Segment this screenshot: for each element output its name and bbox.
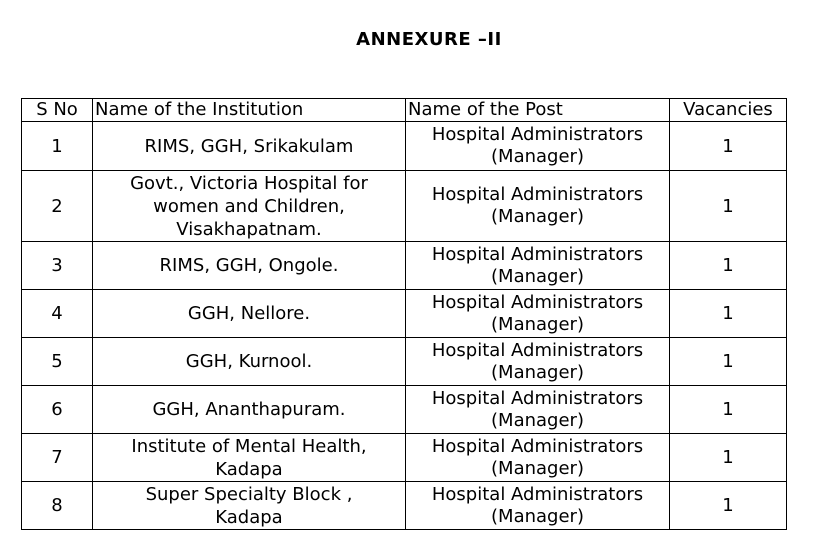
post-line: Hospital Administrators: [431, 339, 644, 361]
cell-institution: [93, 482, 406, 530]
post-line: (Manager): [491, 206, 584, 227]
table-row: [22, 171, 787, 242]
post-line: Hospital Administrators: [431, 291, 644, 313]
institution-line: Govt., Victoria Hospital for: [130, 172, 368, 194]
header-sno: S No: [22, 99, 93, 122]
post-line: Hospital Administrators: [431, 435, 644, 457]
institution-line: GGH, Nellore.: [187, 303, 311, 324]
cell-vacancies: 1: [670, 482, 787, 530]
header-vacancies: Vacancies: [670, 99, 787, 122]
cell-post: [406, 386, 670, 434]
table-row: [22, 482, 787, 530]
cell-post: [406, 338, 670, 386]
cell-institution: [93, 290, 406, 338]
cell-vacancies: 1: [670, 242, 787, 290]
cell-vacancies: 1: [670, 434, 787, 482]
cell-post: [406, 434, 670, 482]
table-row: [22, 290, 787, 338]
post-line: (Manager): [491, 265, 584, 287]
cell-sno: 7: [22, 434, 93, 482]
cell-vacancies: 1: [670, 122, 787, 171]
table-row: [22, 338, 787, 386]
cell-institution: [93, 338, 406, 386]
vacancy-table: [21, 98, 787, 530]
cell-sno: 2: [22, 171, 93, 242]
table-row: [22, 434, 787, 482]
cell-post: [406, 290, 670, 338]
cell-sno: 1: [22, 122, 93, 171]
institution-line: GGH, Ananthapuram.: [152, 399, 346, 420]
cell-sno: 3: [22, 242, 93, 290]
cell-post: [406, 482, 670, 530]
post-line: Hospital Administrators: [431, 184, 644, 205]
cell-sno: 4: [22, 290, 93, 338]
cell-sno: 6: [22, 386, 93, 434]
institution-line: GGH, Kurnool.: [185, 351, 313, 372]
cell-sno: 5: [22, 338, 93, 386]
cell-vacancies: 1: [670, 386, 787, 434]
cell-post: [406, 122, 670, 171]
table-row: [22, 242, 787, 290]
cell-vacancies: 1: [670, 290, 787, 338]
cell-vacancies: 1: [670, 338, 787, 386]
cell-institution: [93, 386, 406, 434]
post-line: Hospital Administrators: [431, 483, 644, 505]
institution-line: RIMS, GGH, Ongole.: [159, 255, 339, 276]
page-title: ANNEXURE –II: [356, 29, 502, 50]
institution-line: women and Children,: [153, 195, 345, 217]
post-line: Hospital Administrators: [431, 124, 644, 145]
institution-line: Institute of Mental Health,: [131, 435, 367, 457]
header-post: Name of the Post: [406, 99, 670, 122]
cell-sno: 8: [22, 482, 93, 530]
institution-line: Kadapa: [215, 458, 283, 480]
cell-institution: [93, 171, 406, 242]
table-header-row: [22, 99, 787, 122]
post-line: Hospital Administrators: [431, 243, 644, 265]
post-line: Hospital Administrators: [431, 387, 644, 409]
post-line: (Manager): [491, 313, 584, 335]
post-line: (Manager): [491, 457, 584, 479]
table-row: [22, 386, 787, 434]
post-line: (Manager): [491, 409, 584, 431]
cell-post: [406, 171, 670, 242]
table-row: [22, 122, 787, 171]
cell-vacancies: 1: [670, 171, 787, 242]
institution-line: Kadapa: [215, 506, 283, 528]
header-institution: Name of the Institution: [93, 99, 406, 122]
institution-line: Visakhapatnam.: [176, 218, 322, 240]
institution-line: RIMS, GGH, Srikakulam: [144, 135, 354, 157]
post-line: (Manager): [491, 146, 584, 167]
cell-institution: [93, 434, 406, 482]
cell-institution: [93, 122, 406, 171]
post-line: (Manager): [491, 361, 584, 383]
post-line: (Manager): [491, 505, 584, 527]
cell-post: [406, 242, 670, 290]
cell-institution: [93, 242, 406, 290]
institution-line: Super Specialty Block ,: [145, 483, 353, 505]
